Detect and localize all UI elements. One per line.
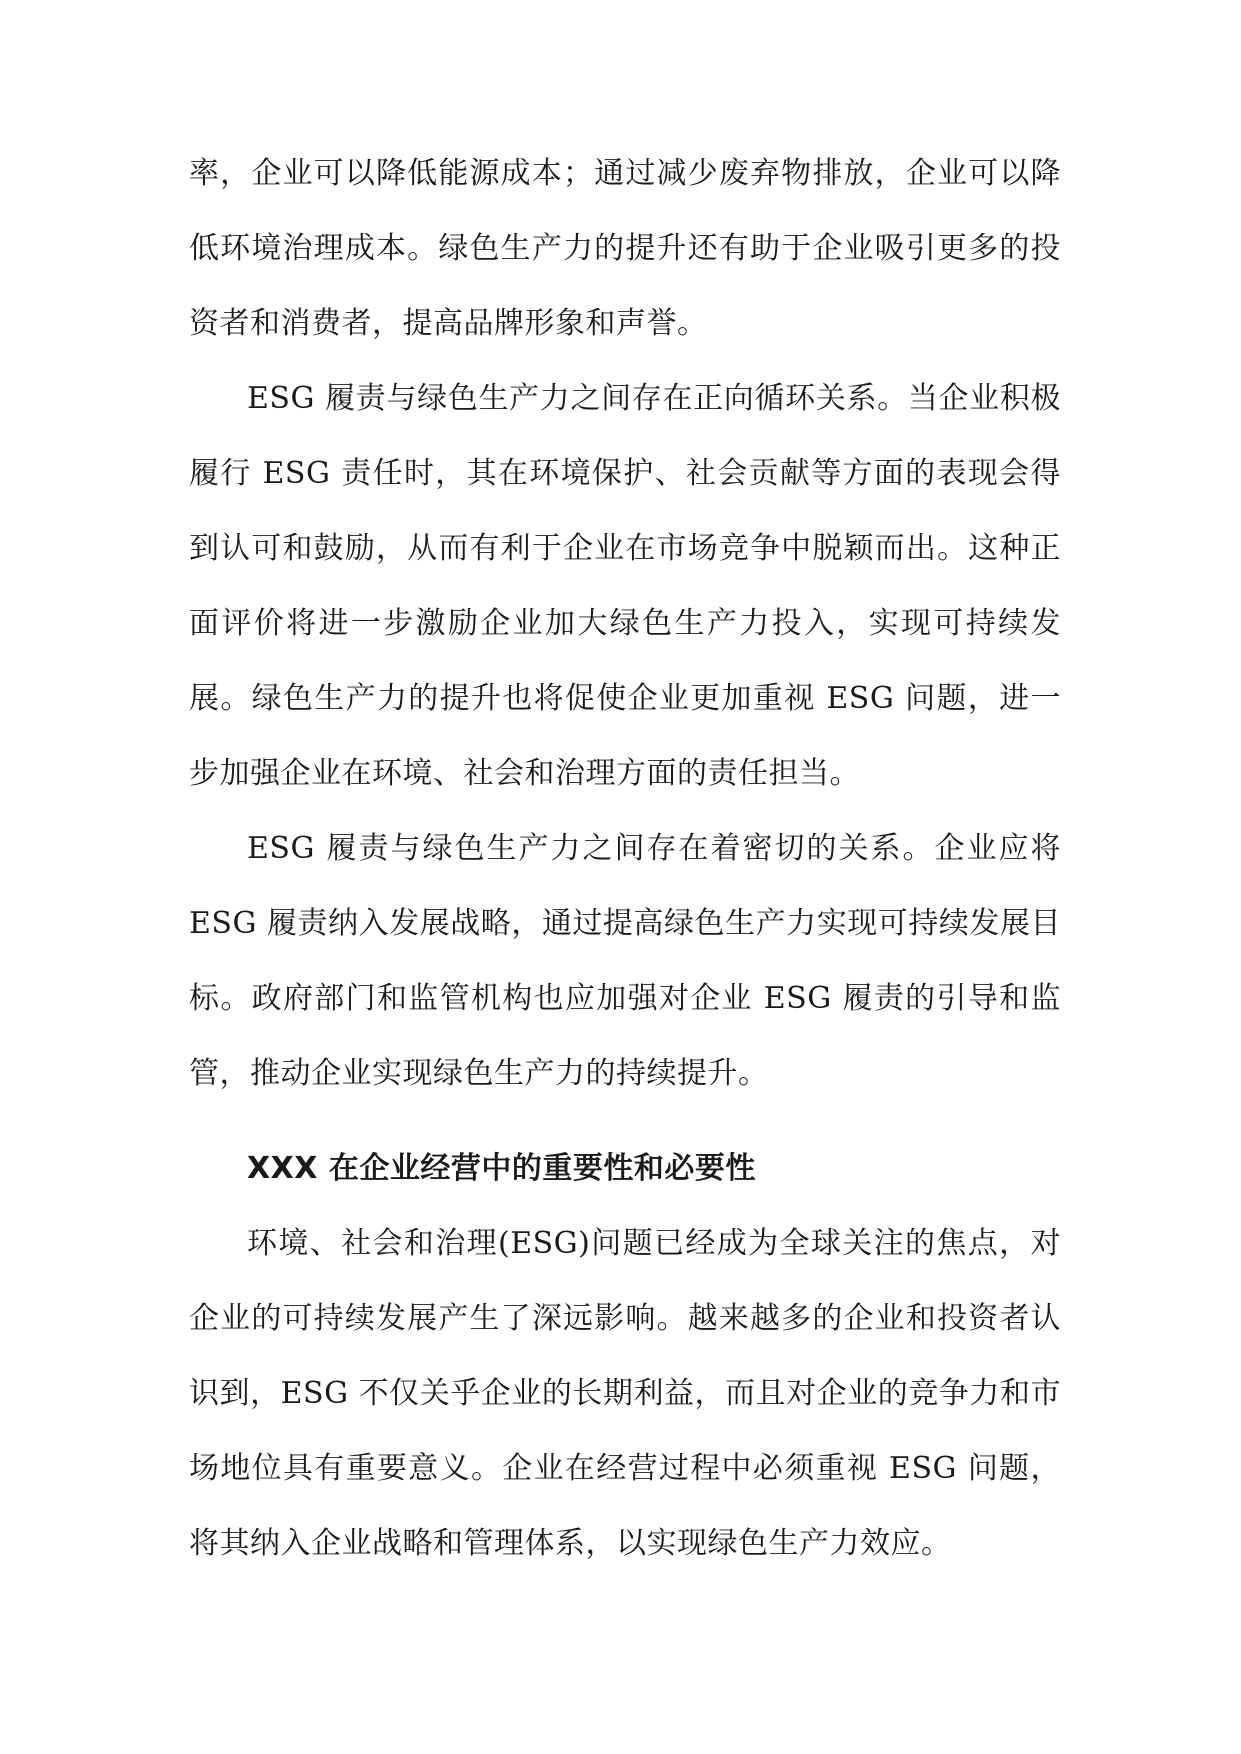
section-heading: XXX 在企业经营中的重要性和必要性 xyxy=(247,1151,756,1186)
document-page xyxy=(189,138,1061,1581)
paragraph-esg-relationship: ESG 履责与绿色生产力之间存在着密切的关系。企业应将 ESG 履责纳入发展战略，通过提高绿色生产力实现可持续发展目标。政府部门和监管机构也应加强对企业 ESG 履责的引导和监管，推动企业实现绿色生产力的持续提升。 xyxy=(189,831,1061,1091)
paragraph-continuation: 率，企业可以降低能源成本；通过减少废弃物排放，企业可以降低环境治理成本。绿色生产力的提升还有助于企业吸引更多的投资者和消费者，提高品牌形象和声誉。 xyxy=(189,156,1061,341)
paragraph-esg-cycle: ESG 履责与绿色生产力之间存在正向循环关系。当企业积极履行 ESG 责任时，其在环境保护、社会贡献等方面的表现会得到认可和鼓励，从而有利于企业在市场竞争中脱颖而出。这种正面评价将进一步激励企业加大绿色生产力投入，实现可持续发展。绿色生产力的提升也将促使企业更加重视 ESG 问题，进一步加强企业在环境、社会和治理方面的责任担当。 xyxy=(189,381,1061,791)
paragraph-esg-importance: 环境、社会和治理(ESG)问题已经成为全球关注的焦点，对企业的可持续发展产生了深远影响。越来越多的企业和投资者认识到，ESG 不仅关乎企业的长期利益，而且对企业的竞争力和市场地位具有重要意义。企业在经营过程中必须重视 ESG 问题，将其纳入企业战略和管理体系，以实现绿色生产力效应。 xyxy=(189,1226,1061,1561)
